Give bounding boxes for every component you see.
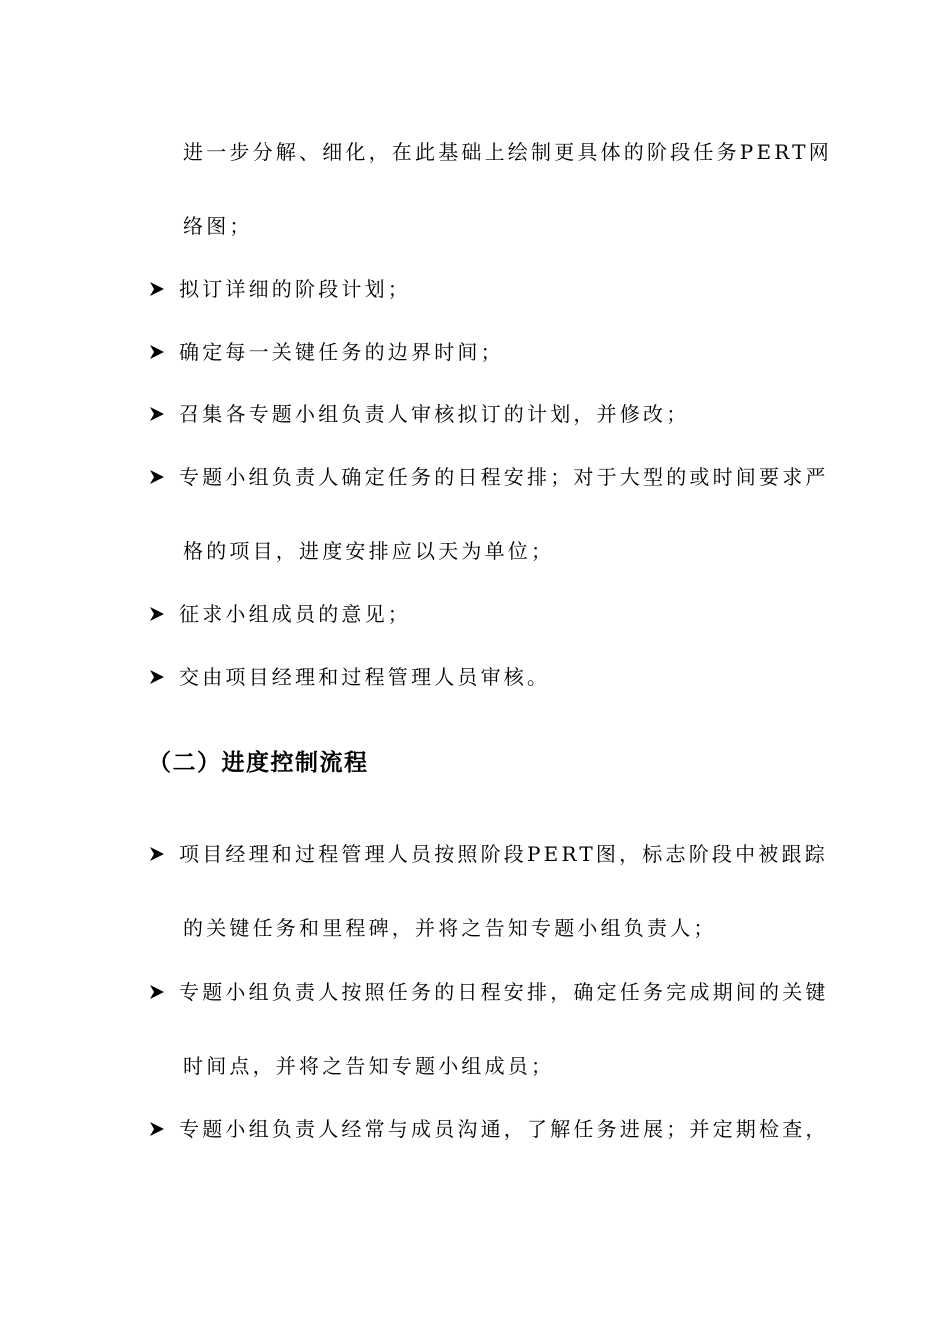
arrowhead-bullet-icon	[149, 669, 165, 685]
list-item: 召集各专题小组负责人审核拟订的计划，并修改；	[179, 402, 690, 426]
list-item: 专题小组负责人按照任务的日程安排，确定任务完成期间的关键	[179, 980, 829, 1004]
list-item-continuation: 时间点，并将之告知专题小组成员；	[183, 1054, 555, 1078]
list-item-continuation: 格的项目，进度安排应以天为单位；	[183, 539, 555, 563]
list-item: 确定每一关键任务的边界时间；	[179, 340, 504, 364]
arrowhead-bullet-icon	[149, 281, 165, 297]
list-item: 专题小组负责人确定任务的日程安排；对于大型的或时间要求严	[179, 465, 829, 489]
arrowhead-bullet-icon	[149, 1121, 165, 1137]
list-item: 征求小组成员的意见；	[179, 602, 411, 626]
paragraph-continuation-line-2: 络图；	[183, 214, 253, 238]
list-item-continuation: 的关键任务和里程碑，并将之告知专题小组负责人；	[183, 916, 717, 940]
list-item: 交由项目经理和过程管理人员审核。	[179, 665, 551, 689]
arrowhead-bullet-icon	[149, 984, 165, 1000]
arrowhead-bullet-icon	[149, 469, 165, 485]
list-item: 项目经理和过程管理人员按照阶段PERT图，标志阶段中被跟踪	[179, 842, 828, 866]
arrowhead-bullet-icon	[149, 406, 165, 422]
section-heading: （二）进度控制流程	[148, 750, 369, 776]
paragraph-continuation-line-1: 进一步分解、细化，在此基础上绘制更具体的阶段任务PERT网	[183, 140, 832, 164]
arrowhead-bullet-icon	[149, 846, 165, 862]
list-item: 拟订详细的阶段计划；	[179, 277, 411, 301]
arrowhead-bullet-icon	[149, 606, 165, 622]
arrowhead-bullet-icon	[149, 344, 165, 360]
list-item: 专题小组负责人经常与成员沟通，了解任务进展；并定期检查，	[179, 1117, 829, 1141]
